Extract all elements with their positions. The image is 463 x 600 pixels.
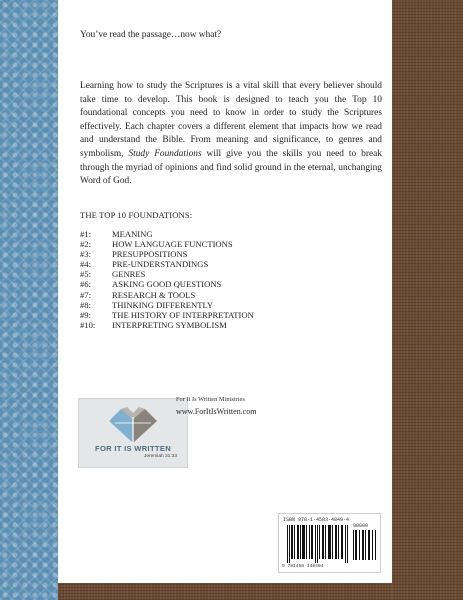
list-item — [80, 239, 254, 249]
item-text: MEANING — [112, 229, 153, 239]
heart-icon — [105, 405, 161, 445]
item-number: #9: — [80, 309, 91, 320]
brown-bottom-band — [58, 583, 392, 600]
list-item — [80, 310, 254, 320]
list-item — [80, 320, 254, 330]
item-text: PRESUPPOSITIONS — [112, 249, 188, 260]
list-item — [80, 300, 254, 310]
item-number: #1: — [80, 229, 91, 239]
list-item — [80, 269, 254, 279]
list-item — [80, 290, 254, 300]
publisher-logo — [78, 398, 188, 468]
price-barcode-bars — [353, 530, 377, 560]
item-text: INTERPRETING SYMBOLISM — [112, 319, 227, 330]
list-item — [80, 279, 254, 289]
barcode-digits: 9 781458 348494 — [282, 564, 324, 569]
ministry-website: www.ForItIsWritten.com — [176, 407, 257, 416]
item-number: #3: — [80, 249, 91, 260]
logo-wordmark: FOR IT IS WRITTEN — [95, 444, 171, 453]
description-text-end: will give you the skills you need to break through the myriad of opinions and find solid ground in the eternal, unchanging Word of God. — [80, 148, 382, 187]
item-text: HOW LANGUAGE FUNCTIONS — [112, 239, 233, 250]
book-title-italic: Study Foundations — [128, 148, 202, 159]
description-text-start: Learning how to study the Scriptures is a vital skill that every believer should take time to develop. This book is designed to teach you the Top 10 foundational concepts you need to know in order to study the Scriptures effectively. Each chapter covers a different element that impacts how we read and understand the Bible. From meaning and significance, to genres and symbolism, — [80, 81, 382, 159]
isbn-number: ISBN 978-1-4583-4849-4 — [283, 517, 350, 523]
item-number: #10: — [80, 319, 96, 330]
intro-line: You’ve read the passage…now what? — [80, 30, 222, 40]
foundations-list — [80, 229, 254, 330]
list-item — [80, 249, 254, 259]
foundations-heading: THE TOP 10 FOUNDATIONS: — [80, 210, 193, 220]
item-text: THINKING DIFFERENTLY — [112, 299, 214, 310]
ean-barcode-bars — [287, 525, 349, 563]
price-code: 90000 — [353, 523, 369, 529]
brown-textured-band — [392, 0, 463, 600]
item-text: THE HISTORY OF INTERPRETATION — [112, 309, 254, 320]
item-number: #7: — [80, 289, 91, 300]
list-item — [80, 229, 254, 239]
logo-scripture-reference: Jeremiah 31:33 — [143, 454, 177, 459]
item-text: RESEARCH & TOOLS — [112, 289, 196, 300]
item-number: #4: — [80, 259, 91, 270]
item-text: PRE-UNDERSTANDINGS — [112, 259, 209, 270]
item-number: #5: — [80, 269, 91, 280]
list-item — [80, 259, 254, 269]
item-text: GENRES — [112, 269, 146, 280]
item-text: ASKING GOOD QUESTIONS — [112, 279, 222, 290]
description-paragraph — [80, 80, 382, 189]
item-number: #2: — [80, 239, 91, 250]
ministry-name: For It Is Written Ministries — [176, 396, 245, 403]
item-number: #8: — [80, 299, 91, 310]
item-number: #6: — [80, 279, 91, 290]
isbn-barcode — [278, 513, 381, 573]
blue-patterned-band — [0, 0, 58, 600]
back-cover-panel — [58, 0, 392, 583]
